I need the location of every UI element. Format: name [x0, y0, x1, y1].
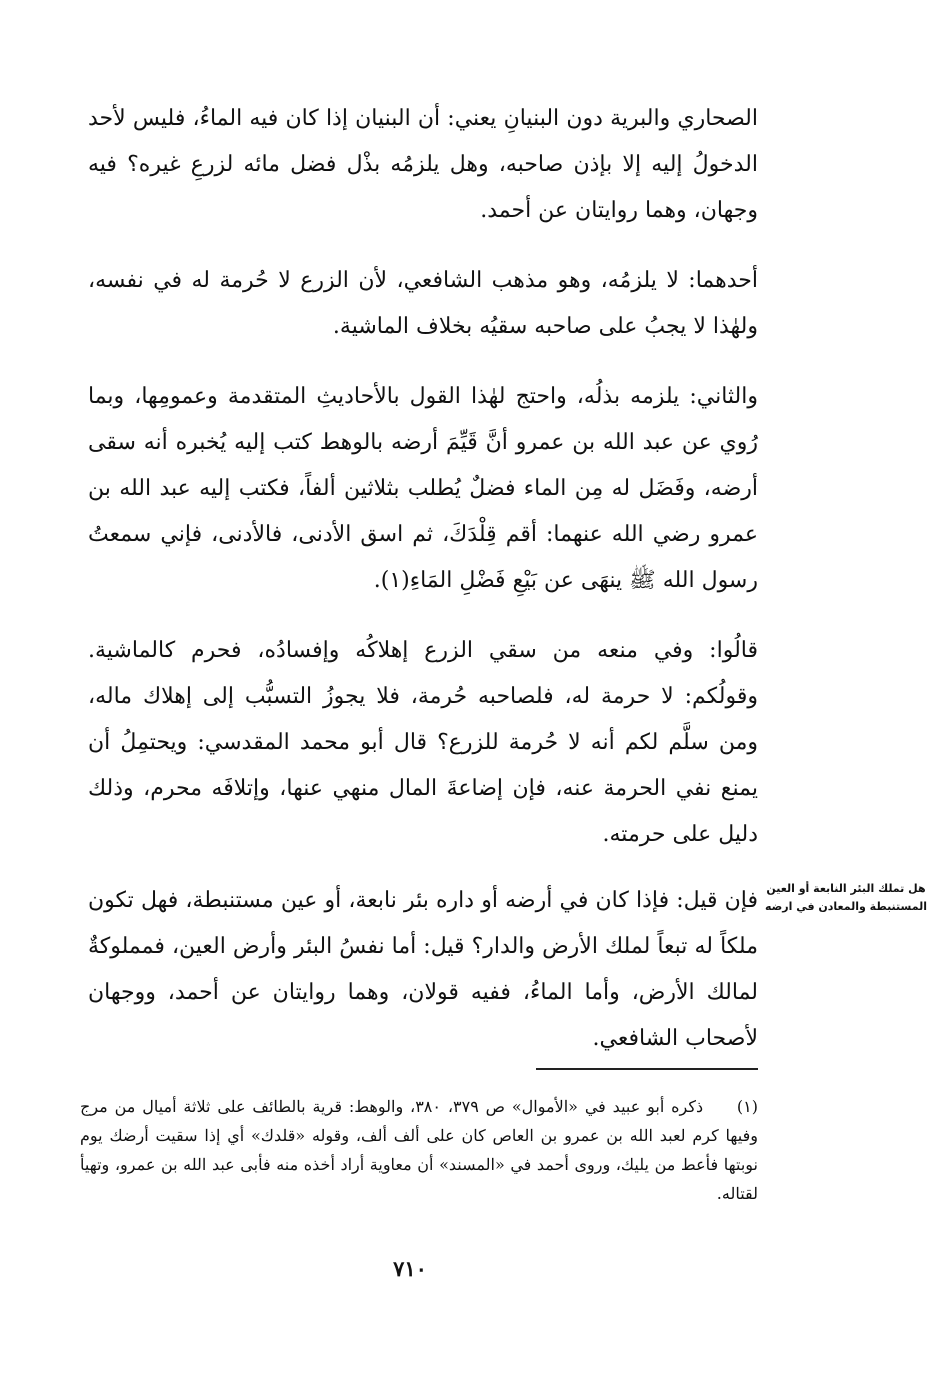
footnote-number: (١): [736, 1097, 759, 1116]
paragraph-2: أحدهما: لا يلزمُه، وهو مذهب الشافعي، لأن الزرع لا حُرمة له في نفسه، ولهٰذا لا يجبُ على صاحبه سقيُه بخلاف الماشية.: [88, 268, 758, 339]
footnote-1: [80, 1092, 758, 1208]
paragraph-5: فإن قيل: فإذا كان في أرضه أو داره بئر نابعة، أو عين مستنبطة، فهل تكون ملكاً له تبعاً لملك الأرض والدار؟ قيل: أما نفسُ البئر وأرض العين، فمملوكةٌ لمالك الأرض، وأما الماءُ، ففيه قولان، وهما روايتان عن أحمد، ووجهان لأصحاب الشافعي.: [88, 888, 758, 1051]
footnote-separator: [536, 1068, 758, 1070]
footnote-text: ذكره أبو عبيد في «الأموال» ص ٣٧٩، ٣٨٠، والوهط: قرية بالطائف على ثلاثة أميال من مرج وفيها كرم لعبد الله بن عمرو بن العاص كان على ألف ألف، وقوله «قلدك» أي إذا سقيت أرضك يوم نوبتها فأعط من يليك، وروى أحمد في «المسند» أن معاوية أراد أخذه منه فأبى عبد الله بن عمرو، وتهيأ لقتاله.: [80, 1097, 758, 1203]
page-number: ٧١٠: [393, 1256, 427, 1281]
paragraph-4: قالُوا: وفي منعه من سقي الزرع إهلاكُه وإفسادُه، فحرم كالماشية. وقولُكم: لا حرمة له، فلصاحبه حُرمة، فلا يجوزُ التسبُّب إلى إهلاك ماله، ومن سلَّم لكم أنه لا حُرمة للزرع؟ قال أبو محمد المقدسي: ويحتمِلُ أن يمنع نفي الحرمة عنه، فإن إضاعةَ المال منهي عنها، وإتلافَه محرم، وذلك دليل على حرمته.: [88, 638, 758, 847]
footnotes: [80, 1092, 758, 1208]
margin-heading: هل تملك البئر النابعة أو العين المستنبطة والمعادن في ارضه: [764, 882, 928, 913]
paragraph-1: الصحاري والبرية دون البنيانِ يعني: أن البنيان إذا كان فيه الماءُ، فليس لأحد الدخولُ إليه إلا بإذن صاحبه، وهل يلزمُه بذْل فضل مائه لزرعِ غيره؟ فيه وجهان، وهما روايتان عن أحمد.: [88, 106, 758, 223]
paragraph-gap: [88, 858, 758, 878]
paragraph-gap: [88, 604, 758, 628]
paragraph-gap: [88, 234, 758, 258]
main-text: [88, 96, 758, 1062]
paragraph-3: والثاني: يلزمه بذلُه، واحتج لهٰذا القول بالأحاديثِ المتقدمة وعمومِها، وبما رُوي عن عبد الله بن عمرو أنَّ قَيِّمَ أرضه بالوهط كتب إليه يُخبره أنه سقى أرضه، وفَضَل له مِن الماء فضلٌ يُطلب بثلاثين ألفاً، فكتب إليه عبد الله بن عمرو رضي الله عنهما: أقم قِلْدَكَ، ثم اسق الأدنى، فالأدنى، فإني سمعتُ رسول الله ﷺ ينهَى عن بَيْعِ فَضْلِ المَاءِ(١).: [88, 384, 758, 593]
paragraph-gap: [88, 350, 758, 374]
